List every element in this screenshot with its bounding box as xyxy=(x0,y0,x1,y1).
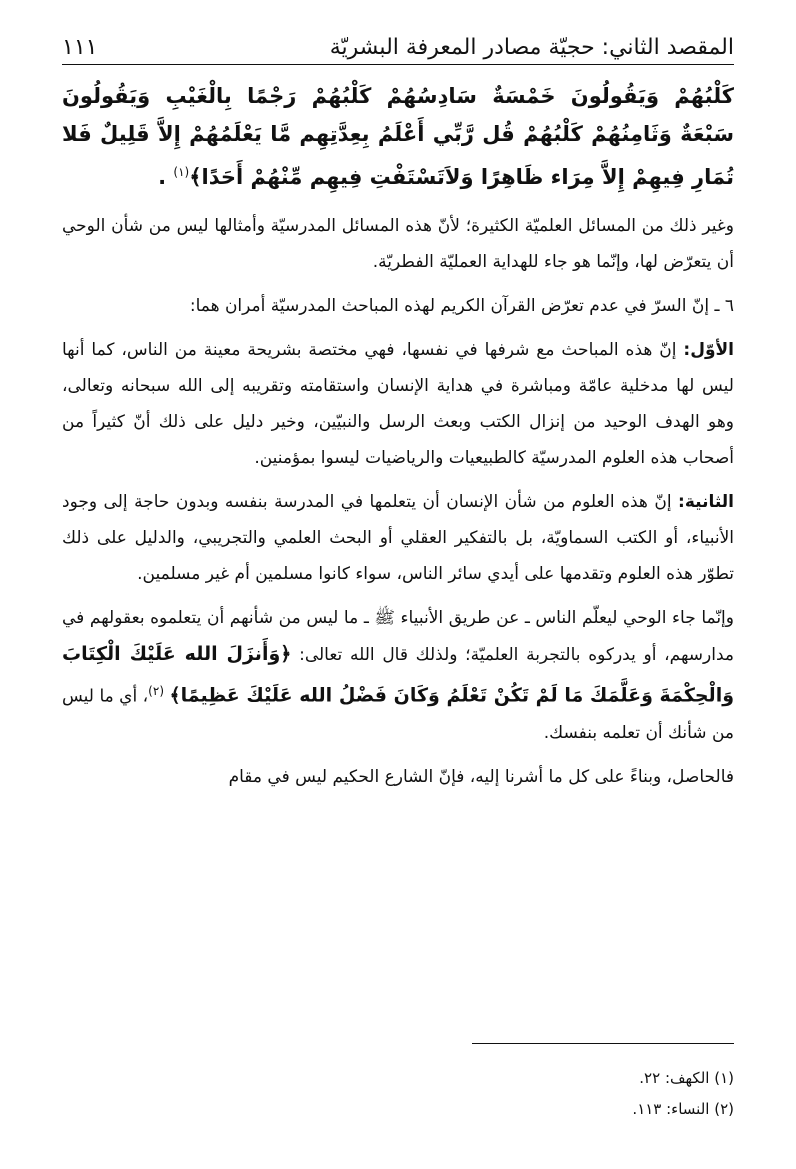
quran-verse-text: كَلْبُهُمْ وَيَقُولُونَ خَمْسَةٌ سَادِسُهُمْ كَلْبُهُمْ رَجْمًا بِالْغَيْبِ وَيَقُولُونَ سَبْعَةٌ وَثَامِنُهُمْ كَلْبُهُمْ قُل رَّبِّي أَعْلَمُ بِعِدَّتِهِم مَّا يَعْلَمُهُمْ إِلاَّ قَلِيلٌ فَلا تُمَارِ فِيهِمْ إِلاَّ مِرَاء ظَاهِرًا وَلاَتَسْتَفْتِ فِيهِم مِّنْهُمْ أَحَدًا﴾ xyxy=(62,84,734,189)
footnote-divider xyxy=(472,1043,734,1044)
paragraph-5-text-a: وإنّما جاء الوحي ليعلّم الناس ـ عن طريق الأنبياء ﷺ ـ ما ليس من شأنهم أن يتعلموه بعقولهم في مدارسهم، أو يدركوه بالتجربة العلميّة؛ ولذلك قال الله تعالى: xyxy=(62,608,735,665)
paragraph-1 xyxy=(62,208,734,280)
header-title: المقصد الثاني: حجيّة مصادر المعرفة البشريّة xyxy=(329,35,734,60)
second-point-label: الثانية: xyxy=(678,492,734,512)
footnotes xyxy=(62,1063,734,1125)
quran-inline-verse: ﴿وَأَنزَلَ الله عَلَيْكَ الْكِتَابَ وَالْحِكْمَةَ وَعَلَّمَكَ مَا لَمْ تَكُنْ تَعْلَمُ وَكَانَ فَضْلُ الله عَلَيْكَ عَظِيمًا﴾ xyxy=(62,643,735,707)
verse-trail: . xyxy=(158,165,167,189)
paragraph-6-text: فالحاصل، وبناءً على كل ما أشرنا إليه، فإنّ الشارع الحكيم ليس في مقام xyxy=(228,766,734,787)
paragraph-2 xyxy=(62,288,734,324)
paragraph-first-point xyxy=(62,332,734,476)
document-page xyxy=(62,22,734,803)
paragraph-second-point xyxy=(62,484,734,592)
second-point-text: إنّ هذه العلوم من شأن الإنسان أن يتعلمها في المدرسة بنفسه وبدون حاجة إلى وجود الأنبياء، أو الكتب السماويّة، بل بالتفكير العقلي أو البحث العلمي والتجريبي، والدليل على ذلك تطوّر هذه العلوم وتقدمها على أيدي سائر الناس، سواء كانوا مسلمين أم غير مسلمين. xyxy=(62,492,734,584)
header-divider xyxy=(62,64,734,65)
page-number: ١١١ xyxy=(62,35,98,60)
footnote-ref-1: (١) xyxy=(173,165,190,179)
paragraph-5-text-b: ، أي ما ليس من شأنك أن تعلمه بنفسك. xyxy=(62,686,734,743)
footnote-2: (٢) النساء: ١١٣. xyxy=(632,1100,734,1118)
paragraph-2-text: ٦ ـ إنّ السرّ في عدم تعرّض القرآن الكريم لهذه المباحث المدرسيّة أمران هما: xyxy=(189,296,734,316)
first-point-text: إنّ هذه المباحث مع شرفها في نفسها، فهي مختصة بشريحة معينة من الناس، كما أنها ليس لها مدخلية عامّة ومباشرة في هداية الإنسان واستقامته وتقريبه إلى الله سبحانه وتعالى، وهو الهدف الوحيد من إنزال الكتب وبعث الرسل والنبيّين، وخير دليل على ذلك أنّ كثيراً من أصحاب هذه العلوم المدرسيّة كالطبيعيات والرياضيات ليسوا بمؤمنين. xyxy=(62,340,734,468)
footnote-ref-2: (٢) xyxy=(148,684,164,698)
running-header xyxy=(62,22,734,60)
paragraph-6 xyxy=(62,759,734,795)
paragraph-5 xyxy=(62,600,734,751)
footnote-1: (١) الكهف: ٢٢. xyxy=(639,1069,734,1087)
first-point-label: الأوّل: xyxy=(683,340,734,360)
paragraph-1-text: وغير ذلك من المسائل العلميّة الكثيرة؛ لأنّ هذه المسائل المدرسيّة وأمثالها ليس من شأن الوحي أن يتعرّض لها، وإنّما هو جاء للهداية العمليّة الفطريّة. xyxy=(62,216,734,272)
quran-verse-block xyxy=(62,77,734,196)
